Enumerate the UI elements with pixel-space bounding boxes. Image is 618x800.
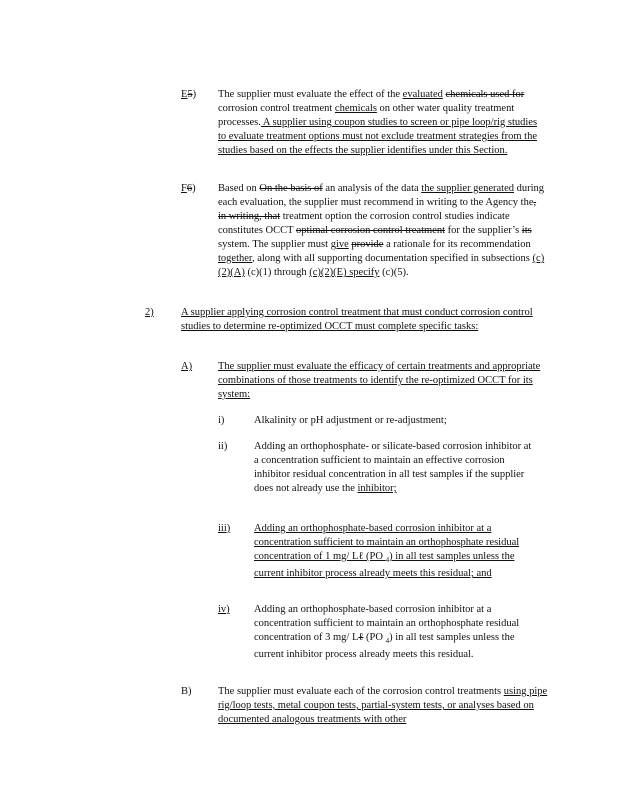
label-b: B) (181, 686, 192, 697)
label-paren: ) (192, 89, 197, 100)
item-i: Alkalinity or pH adjustment or re-adjustment; (254, 415, 447, 426)
text: ) in all test samples unless the current inhibitor process already meets this residual. (254, 632, 515, 661)
paragraph-e (218, 88, 546, 158)
text: (PO (363, 632, 386, 643)
text: corrosion control treatment (218, 103, 335, 114)
text: Adding an orthophosphate- or silicate-based corrosion inhibitor at a concentration sufficient to maintain an effective corrosion inhibitor residual concentration in all test samples if the supplier does not already use the (254, 441, 532, 494)
inserted-text: evaluated (402, 89, 443, 100)
deleted-text: ℓ (358, 632, 364, 643)
text: , along with all supporting documentation specified in subsections (251, 253, 533, 264)
label-iii: iii) (218, 523, 231, 534)
label-inserted: F (181, 183, 187, 194)
inserted-text: give (330, 239, 349, 250)
label-deleted: 5 (187, 89, 193, 100)
text: The supplier must evaluate each of the corrosion control treatments (218, 686, 504, 697)
text: during each evaluation, the supplier must recommend in writing to the Agency the (218, 183, 545, 208)
deleted-text: optimal corrosion control treatment (295, 225, 445, 236)
label-i: i) (218, 415, 225, 426)
inserted-text: inhibitor; (357, 483, 397, 494)
inserted-text: A supplier using coupon studies to screen or pipe loop/rig studies to evaluate treatment options must not exclude treatment strategies from the studies based on the effects the supplier identifies under this Section. (218, 117, 538, 156)
subscript: 4 (385, 556, 390, 565)
text: (c)(1) through (244, 267, 310, 278)
label-ii: ii) (218, 441, 228, 452)
text: The supplier must evaluate the effect of the (218, 89, 403, 100)
inserted-text: chemicals (334, 103, 377, 114)
label-deleted: 6 (186, 183, 193, 194)
item-iv (254, 603, 544, 662)
text: (c)(5). (379, 267, 409, 278)
paragraph-f (218, 182, 546, 280)
inserted-text: (c)(2)(A) (218, 253, 545, 278)
item-iii (254, 522, 544, 581)
deleted-text: , in writing, that (218, 197, 537, 222)
text: Based on (218, 183, 260, 194)
label-a: A) (181, 361, 193, 372)
text: ) in all test samples unless the current inhibitor process already meets this residual; and (254, 551, 515, 580)
deleted-text: On the basis of (259, 183, 323, 194)
text: Adding an orthophosphate-based corrosion inhibitor at a concentration sufficient to maintain an orthophosphate residual concentration of 3 mg/ L (254, 604, 520, 643)
inserted-text: (c)(2)(E) specify (309, 267, 380, 278)
label-e (181, 88, 196, 102)
text: system. The supplier must (218, 239, 331, 250)
text: treatment option the corrosion control studies indicate constitutes OCCT (218, 211, 510, 236)
paragraph-a: The supplier must evaluate the efficacy of certain treatments and appropriate combinations of those treatments to identify the re-optimized OCCT for its system: (218, 361, 541, 400)
deleted-text: its (521, 225, 532, 236)
paragraph-b (218, 685, 548, 727)
label-inserted: E (181, 89, 188, 100)
label-2: 2) (145, 307, 154, 318)
subscript: 4 (385, 637, 390, 646)
label-f (181, 182, 196, 196)
text: Adding an orthophosphate-based corrosion inhibitor at a concentration sufficient to maintain an orthophosphate residual concentration of 1 mg/ Lℓ (PO (254, 523, 520, 562)
text: a rationale for its recommendation (383, 239, 531, 250)
text: an analysis of the data (322, 183, 422, 194)
label-iv: iv) (218, 604, 230, 615)
item-ii (254, 440, 534, 496)
label-paren: ) (192, 183, 196, 194)
inserted-text: using pipe rig/loop tests, metal coupon tests, partial-system tests, or analyses based on documented analogous treatments with other (218, 686, 548, 725)
paragraph-2: A supplier applying corrosion control treatment that must conduct corrosion control studies to determine re-optimized OCCT must complete specific tasks: (181, 307, 533, 332)
text: on other water quality treatment processes. (218, 103, 515, 128)
inserted-text: together (218, 253, 252, 264)
deleted-text: chemicals used for (445, 89, 525, 100)
inserted-text: the supplier generated (421, 183, 514, 194)
deleted-text: provide (351, 239, 384, 250)
text: for the supplier’s (444, 225, 522, 236)
